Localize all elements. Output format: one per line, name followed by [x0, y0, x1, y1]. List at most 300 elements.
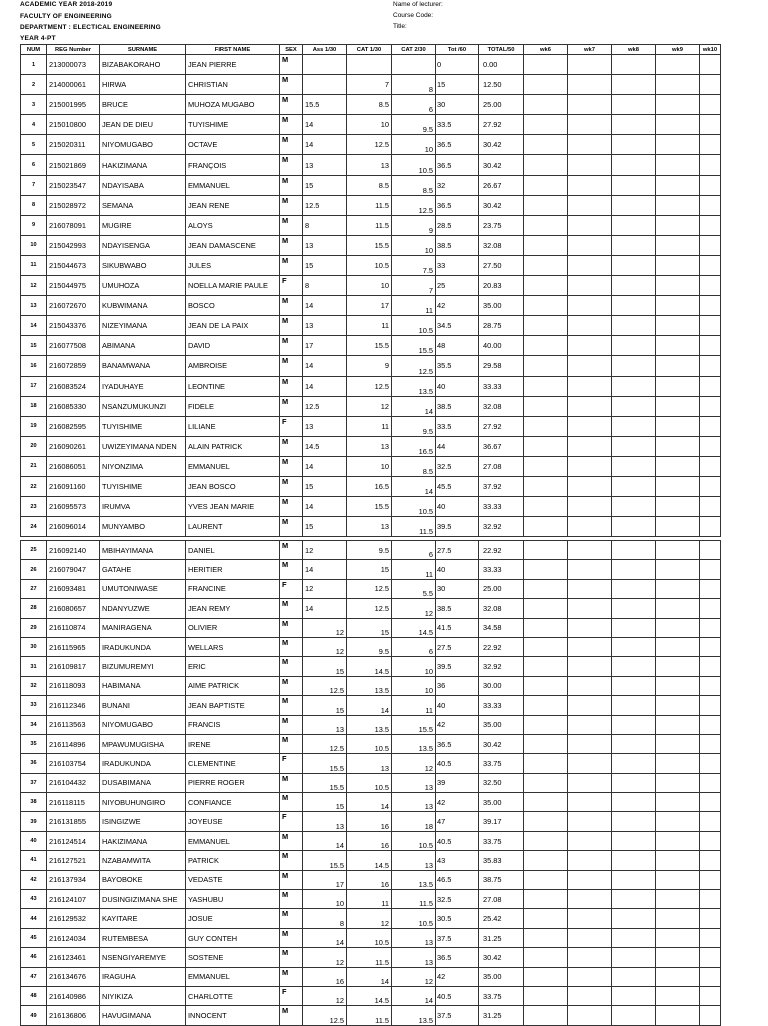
total-50: 22.92	[479, 541, 524, 560]
week-cell	[700, 55, 721, 75]
week-cell	[524, 235, 568, 255]
reg-number: 216124107	[47, 890, 100, 909]
week-cell	[524, 986, 568, 1005]
week-cell	[700, 336, 721, 356]
table-row	[21, 579, 721, 598]
reg-number: 216124514	[47, 831, 100, 850]
total-60: 45.5	[436, 476, 479, 496]
table-row	[21, 676, 721, 695]
week-cell	[700, 476, 721, 496]
week-cell	[656, 928, 700, 947]
total-50: 23.75	[479, 215, 524, 235]
reg-number: 214000061	[47, 75, 100, 95]
first-name: WELLARS	[186, 637, 280, 656]
row-number: 30	[21, 637, 47, 656]
week-cell	[656, 436, 700, 456]
week-cell	[656, 1006, 700, 1025]
cat1: 11	[347, 416, 392, 436]
total-60: 40	[436, 497, 479, 517]
week-cell	[568, 696, 612, 715]
ass1: 16	[303, 967, 347, 986]
surname: UMUHOZA	[100, 276, 186, 296]
sex: M	[280, 948, 303, 967]
reg-number: 216137934	[47, 870, 100, 889]
table-row	[21, 155, 721, 175]
week-cell	[700, 967, 721, 986]
cat2: 16.5	[392, 436, 436, 456]
week-cell	[656, 560, 700, 579]
week-cell	[656, 637, 700, 656]
cat2: 11	[392, 696, 436, 715]
cat1: 16	[347, 870, 392, 889]
ass1: 12	[303, 579, 347, 598]
sex: M	[280, 316, 303, 336]
week-cell	[568, 812, 612, 831]
cat1	[347, 55, 392, 75]
week-cell	[568, 276, 612, 296]
week-cell	[612, 55, 656, 75]
cat2: 14	[392, 986, 436, 1005]
week-cell	[656, 497, 700, 517]
table-row	[21, 436, 721, 456]
first-name: TUYISHIME	[186, 115, 280, 135]
column-header: wk9	[656, 45, 700, 55]
first-name: EMMANUEL	[186, 831, 280, 850]
week-cell	[568, 356, 612, 376]
week-cell	[656, 396, 700, 416]
week-cell	[700, 155, 721, 175]
reg-number: 216086051	[47, 456, 100, 476]
week-cell	[568, 579, 612, 598]
table-row	[21, 909, 721, 928]
department: DEPARTMENT : ELECTICAL ENGINEERING	[20, 24, 161, 31]
week-cell	[700, 235, 721, 255]
surname: IRADUKUNDA	[100, 637, 186, 656]
ass1	[303, 75, 347, 95]
week-cell	[612, 175, 656, 195]
cat1: 15.5	[347, 336, 392, 356]
week-cell	[524, 95, 568, 115]
table-row	[21, 336, 721, 356]
total-60: 46.5	[436, 870, 479, 889]
total-60: 40	[436, 560, 479, 579]
column-header: FIRST NAME	[186, 45, 280, 55]
first-name: JEAN REMY	[186, 599, 280, 618]
row-number: 8	[21, 195, 47, 215]
week-cell	[524, 637, 568, 656]
surname: BIZABAKORAHO	[100, 55, 186, 75]
cat2: 18	[392, 812, 436, 831]
week-cell	[700, 436, 721, 456]
ass1: 13	[303, 715, 347, 734]
sex: M	[280, 456, 303, 476]
week-cell	[524, 316, 568, 336]
sex: M	[280, 599, 303, 618]
table-row	[21, 599, 721, 618]
week-cell	[700, 416, 721, 436]
week-cell	[700, 812, 721, 831]
cat2: 13	[392, 793, 436, 812]
cat2: 10	[392, 676, 436, 695]
week-cell	[524, 456, 568, 476]
week-cell	[524, 517, 568, 537]
surname: NIYOBUHUNGIRO	[100, 793, 186, 812]
week-cell	[568, 456, 612, 476]
table-row	[21, 476, 721, 496]
total-60: 33.5	[436, 115, 479, 135]
sex: M	[280, 336, 303, 356]
ass1: 15.5	[303, 95, 347, 115]
week-cell	[612, 851, 656, 870]
row-number: 12	[21, 276, 47, 296]
sex: M	[280, 793, 303, 812]
week-cell	[524, 560, 568, 579]
total-60: 35.5	[436, 356, 479, 376]
row-number: 6	[21, 155, 47, 175]
table-row	[21, 396, 721, 416]
ass1: 15.5	[303, 773, 347, 792]
sex: M	[280, 1006, 303, 1025]
reg-number: 215043376	[47, 316, 100, 336]
sex: M	[280, 517, 303, 537]
total-50: 35.00	[479, 715, 524, 734]
total-60: 44	[436, 436, 479, 456]
surname: NZABAMWITA	[100, 851, 186, 870]
total-50: 25.42	[479, 909, 524, 928]
week-cell	[656, 715, 700, 734]
week-cell	[568, 316, 612, 336]
row-number: 25	[21, 541, 47, 560]
column-header: wk10	[700, 45, 721, 55]
table-row	[21, 637, 721, 656]
week-cell	[524, 541, 568, 560]
week-cell	[612, 696, 656, 715]
week-cell	[524, 696, 568, 715]
total-60: 36.5	[436, 734, 479, 753]
week-cell	[656, 215, 700, 235]
week-cell	[568, 215, 612, 235]
week-cell	[700, 637, 721, 656]
total-60: 27.5	[436, 637, 479, 656]
reg-number: 215010800	[47, 115, 100, 135]
total-50: 20.83	[479, 276, 524, 296]
total-50: 31.25	[479, 1006, 524, 1025]
sex: M	[280, 436, 303, 456]
reg-number: 215023547	[47, 175, 100, 195]
cat1: 12.5	[347, 376, 392, 396]
week-cell	[612, 497, 656, 517]
row-number: 32	[21, 676, 47, 695]
total-60: 36.5	[436, 948, 479, 967]
week-cell	[700, 396, 721, 416]
ass1: 15	[303, 657, 347, 676]
total-60: 36.5	[436, 135, 479, 155]
total-50: 32.08	[479, 396, 524, 416]
total-50: 30.42	[479, 195, 524, 215]
reg-number: 216082595	[47, 416, 100, 436]
reg-number: 216110874	[47, 618, 100, 637]
reg-number: 216140986	[47, 986, 100, 1005]
week-cell	[568, 235, 612, 255]
week-cell	[656, 541, 700, 560]
ass1: 14.5	[303, 436, 347, 456]
reg-number: 215044673	[47, 255, 100, 275]
week-cell	[524, 715, 568, 734]
sex: M	[280, 497, 303, 517]
ass1: 13	[303, 155, 347, 175]
total-50: 35.00	[479, 967, 524, 986]
week-cell	[524, 909, 568, 928]
table-row	[21, 618, 721, 637]
week-cell	[612, 734, 656, 753]
total-60: 37.5	[436, 928, 479, 947]
ass1: 8	[303, 909, 347, 928]
week-cell	[656, 296, 700, 316]
week-cell	[568, 890, 612, 909]
table-row	[21, 870, 721, 889]
table-row	[21, 967, 721, 986]
cat1: 10	[347, 456, 392, 476]
week-cell	[700, 456, 721, 476]
cat1: 11	[347, 890, 392, 909]
reg-number: 216090261	[47, 436, 100, 456]
cat1: 12.5	[347, 579, 392, 598]
surname: MUNYAMBO	[100, 517, 186, 537]
total-50: 30.42	[479, 135, 524, 155]
cat2: 7	[392, 276, 436, 296]
cat1: 14	[347, 696, 392, 715]
week-cell	[568, 497, 612, 517]
sex: M	[280, 541, 303, 560]
surname: JEAN DE DIEU	[100, 115, 186, 135]
column-header: Tot /60	[436, 45, 479, 55]
surname: IYADUHAYE	[100, 376, 186, 396]
row-number: 1	[21, 55, 47, 75]
sex: F	[280, 276, 303, 296]
week-cell	[524, 215, 568, 235]
cat1: 13	[347, 754, 392, 773]
week-cell	[568, 967, 612, 986]
reg-number: 215001995	[47, 95, 100, 115]
first-name: NOELLA MARIE PAULE	[186, 276, 280, 296]
first-name: INNOCENT	[186, 1006, 280, 1025]
cat1: 13.5	[347, 676, 392, 695]
week-cell	[656, 517, 700, 537]
sex: M	[280, 476, 303, 496]
ass1: 14	[303, 497, 347, 517]
week-cell	[612, 793, 656, 812]
surname: NDANYUZWE	[100, 599, 186, 618]
sex: M	[280, 909, 303, 928]
ass1: 8	[303, 276, 347, 296]
week-cell	[568, 416, 612, 436]
row-number: 44	[21, 909, 47, 928]
week-cell	[700, 560, 721, 579]
week-cell	[700, 851, 721, 870]
surname: RUTEMBESA	[100, 928, 186, 947]
ass1: 12.5	[303, 396, 347, 416]
week-cell	[700, 754, 721, 773]
reg-number: 216077508	[47, 336, 100, 356]
week-cell	[700, 296, 721, 316]
week-cell	[568, 376, 612, 396]
cat1: 11.5	[347, 215, 392, 235]
week-cell	[656, 967, 700, 986]
total-50: 27.08	[479, 890, 524, 909]
row-number: 34	[21, 715, 47, 734]
cat2: 11.5	[392, 890, 436, 909]
first-name: LAURENT	[186, 517, 280, 537]
week-cell	[568, 135, 612, 155]
ass1: 14	[303, 928, 347, 947]
ass1: 8	[303, 215, 347, 235]
total-60: 36	[436, 676, 479, 695]
total-50: 35.00	[479, 296, 524, 316]
week-cell	[612, 967, 656, 986]
table-row	[21, 986, 721, 1005]
ass1: 15	[303, 696, 347, 715]
total-50: 32.08	[479, 599, 524, 618]
week-cell	[524, 928, 568, 947]
sex: M	[280, 851, 303, 870]
sex: M	[280, 696, 303, 715]
academic-year: ACADEMIC YEAR 2018-2019	[20, 1, 113, 8]
week-cell	[656, 754, 700, 773]
total-50: 33.33	[479, 376, 524, 396]
surname: HABIMANA	[100, 676, 186, 695]
cat2: 13.5	[392, 734, 436, 753]
week-cell	[612, 637, 656, 656]
surname: BIZUMUREMYI	[100, 657, 186, 676]
surname: SIKUBWABO	[100, 255, 186, 275]
cat2: 10.5	[392, 497, 436, 517]
week-cell	[612, 316, 656, 336]
sex: M	[280, 637, 303, 656]
row-number: 14	[21, 316, 47, 336]
first-name: SOSTENE	[186, 948, 280, 967]
ass1: 14	[303, 356, 347, 376]
reg-number: 216123461	[47, 948, 100, 967]
title-label: Title:	[393, 23, 407, 30]
first-name: JULES	[186, 255, 280, 275]
cat2: 13	[392, 851, 436, 870]
total-60: 42	[436, 715, 479, 734]
total-50: 0.00	[479, 55, 524, 75]
total-50: 27.50	[479, 255, 524, 275]
week-cell	[612, 255, 656, 275]
reg-number: 216131855	[47, 812, 100, 831]
surname: TUYISHIME	[100, 476, 186, 496]
cat2: 9	[392, 215, 436, 235]
table-row	[21, 928, 721, 947]
reg-number: 216124034	[47, 928, 100, 947]
total-50: 32.50	[479, 773, 524, 792]
total-60: 38.5	[436, 599, 479, 618]
week-cell	[524, 55, 568, 75]
sex: M	[280, 55, 303, 75]
first-name: BOSCO	[186, 296, 280, 316]
row-number: 24	[21, 517, 47, 537]
total-50: 35.00	[479, 793, 524, 812]
week-cell	[524, 579, 568, 598]
ass1: 15	[303, 476, 347, 496]
total-60: 33.5	[436, 416, 479, 436]
cat1: 10	[347, 115, 392, 135]
week-cell	[568, 95, 612, 115]
total-50: 28.75	[479, 316, 524, 336]
week-cell	[612, 560, 656, 579]
table-row	[21, 734, 721, 753]
week-cell	[656, 276, 700, 296]
week-cell	[656, 175, 700, 195]
column-header: wk6	[524, 45, 568, 55]
week-cell	[700, 135, 721, 155]
first-name: IRENE	[186, 734, 280, 753]
table-row	[21, 115, 721, 135]
total-50: 22.92	[479, 637, 524, 656]
week-cell	[568, 296, 612, 316]
week-cell	[700, 579, 721, 598]
cat1: 16	[347, 812, 392, 831]
week-cell	[568, 986, 612, 1005]
column-header: NUM	[21, 45, 47, 55]
table-row	[21, 541, 721, 560]
surname: HIRWA	[100, 75, 186, 95]
sex: M	[280, 715, 303, 734]
total-50: 32.92	[479, 517, 524, 537]
surname: SEMANA	[100, 195, 186, 215]
week-cell	[612, 986, 656, 1005]
sex: F	[280, 986, 303, 1005]
week-cell	[700, 599, 721, 618]
cat2: 15.5	[392, 715, 436, 734]
first-name: ALOYS	[186, 215, 280, 235]
week-cell	[700, 948, 721, 967]
surname: IRAGUHA	[100, 967, 186, 986]
week-cell	[700, 541, 721, 560]
first-name: JEAN RENE	[186, 195, 280, 215]
surname: HAKIZIMANA	[100, 155, 186, 175]
ass1	[303, 55, 347, 75]
sex: M	[280, 356, 303, 376]
first-name: JEAN PIERRE	[186, 55, 280, 75]
first-name: EMMANUEL	[186, 456, 280, 476]
surname: ABIMANA	[100, 336, 186, 356]
ass1: 12	[303, 986, 347, 1005]
sex: F	[280, 812, 303, 831]
week-cell	[700, 376, 721, 396]
ass1: 12.5	[303, 195, 347, 215]
first-name: PIERRE ROGER	[186, 773, 280, 792]
week-cell	[568, 618, 612, 637]
reg-number: 216080657	[47, 599, 100, 618]
cat1: 7	[347, 75, 392, 95]
surname: UMUTONIWASE	[100, 579, 186, 598]
week-cell	[612, 618, 656, 637]
table-row	[21, 948, 721, 967]
week-cell	[656, 356, 700, 376]
table-row	[21, 560, 721, 579]
cat1: 16	[347, 831, 392, 850]
total-50: 32.92	[479, 657, 524, 676]
week-cell	[612, 75, 656, 95]
ass1: 14	[303, 560, 347, 579]
cat1: 9.5	[347, 541, 392, 560]
cat2: 9.5	[392, 416, 436, 436]
week-cell	[524, 890, 568, 909]
reg-number: 216118093	[47, 676, 100, 695]
row-number: 3	[21, 95, 47, 115]
